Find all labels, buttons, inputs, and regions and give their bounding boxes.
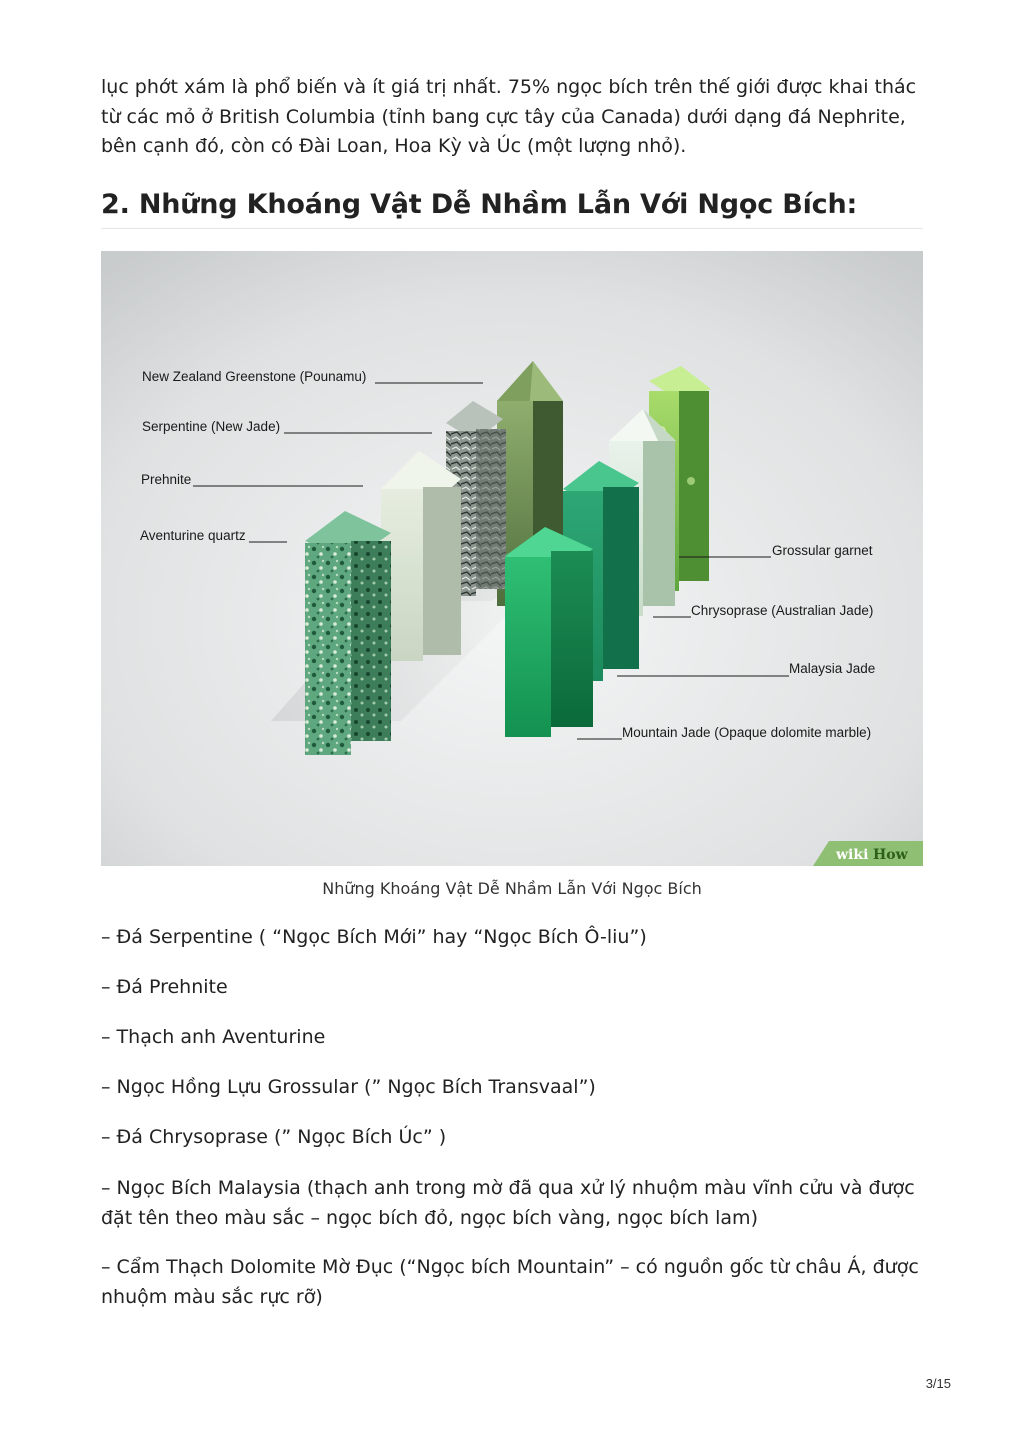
aventurine-crystal [305, 511, 391, 755]
svg-text:Chrysoprase (Australian Jade): Chrysoprase (Australian Jade) [691, 603, 874, 618]
svg-text:How: How [873, 847, 908, 863]
list-item-malaysia-jade: – Ngọc Bích Malaysia (thạch anh trong mờ đã qua xử lý nhuộm màu vĩnh cửu và được đặt tên theo màu sắc – ngọc bích đỏ, ngọc bích vàng, ngọc bích lam) [101, 1177, 915, 1229]
page-number: 3/15 [925, 1376, 951, 1391]
list-item-prehnite: – Đá Prehnite [101, 976, 228, 998]
list-item-serpentine: – Đá Serpentine ( “Ngọc Bích Mới” hay “Ngọc Bích Ô-liu”) [101, 926, 647, 948]
figure-caption: Những Khoáng Vật Dễ Nhầm Lẫn Với Ngọc Bích [322, 879, 702, 898]
list-item-aventurine: – Thạch anh Aventurine [101, 1026, 326, 1048]
label-mountain [577, 725, 871, 740]
list-item-chrysoprase: – Đá Chrysoprase (” Ngọc Bích Úc” ) [101, 1126, 447, 1148]
svg-text:New Zealand Greenstone (Pounam: New Zealand Greenstone (Pounamu) [142, 369, 367, 384]
svg-text:Malaysia Jade: Malaysia Jade [789, 661, 876, 676]
svg-text:Aventurine quartz: Aventurine quartz [140, 528, 246, 543]
prehnite-crystal [381, 451, 461, 661]
svg-text:Prehnite: Prehnite [141, 472, 192, 487]
svg-text:Serpentine (New Jade): Serpentine (New Jade) [142, 419, 281, 434]
section-heading: 2. Những Khoáng Vật Dễ Nhầm Lẫn Với Ngọc Bích: [101, 189, 858, 220]
svg-text:Grossular garnet: Grossular garnet [772, 543, 873, 558]
list-item-grossular: – Ngọc Hồng Lựu Grossular (” Ngọc Bích Transvaal”) [101, 1076, 596, 1098]
gemstone-comparison-image [101, 251, 923, 866]
intro-paragraph: lục phớt xám là phổ biến và ít giá trị nhất. 75% ngọc bích trên thế giới được khai thác từ các mỏ ở British Columbia (tỉnh bang cực tây của Canada) dưới dạng đá Nephrite, bên cạnh đó, còn có Đài Loan, Hoa Kỳ và Úc (một lượng nhỏ). [101, 76, 917, 157]
malaysia-jade-crystal [505, 527, 593, 737]
svg-text:Mountain Jade (Opaque dolomite: Mountain Jade (Opaque dolomite marble) [622, 725, 872, 740]
heading-divider [101, 228, 923, 229]
svg-text:wiki: wiki [836, 847, 869, 863]
wikihow-watermark [813, 841, 923, 866]
list-item-mountain-jade: – Cẩm Thạch Dolomite Mờ Đục (“Ngọc bích Mountain” – có nguồn gốc từ châu Á, được nhuộm màu sắc rực rỡ) [101, 1256, 919, 1308]
